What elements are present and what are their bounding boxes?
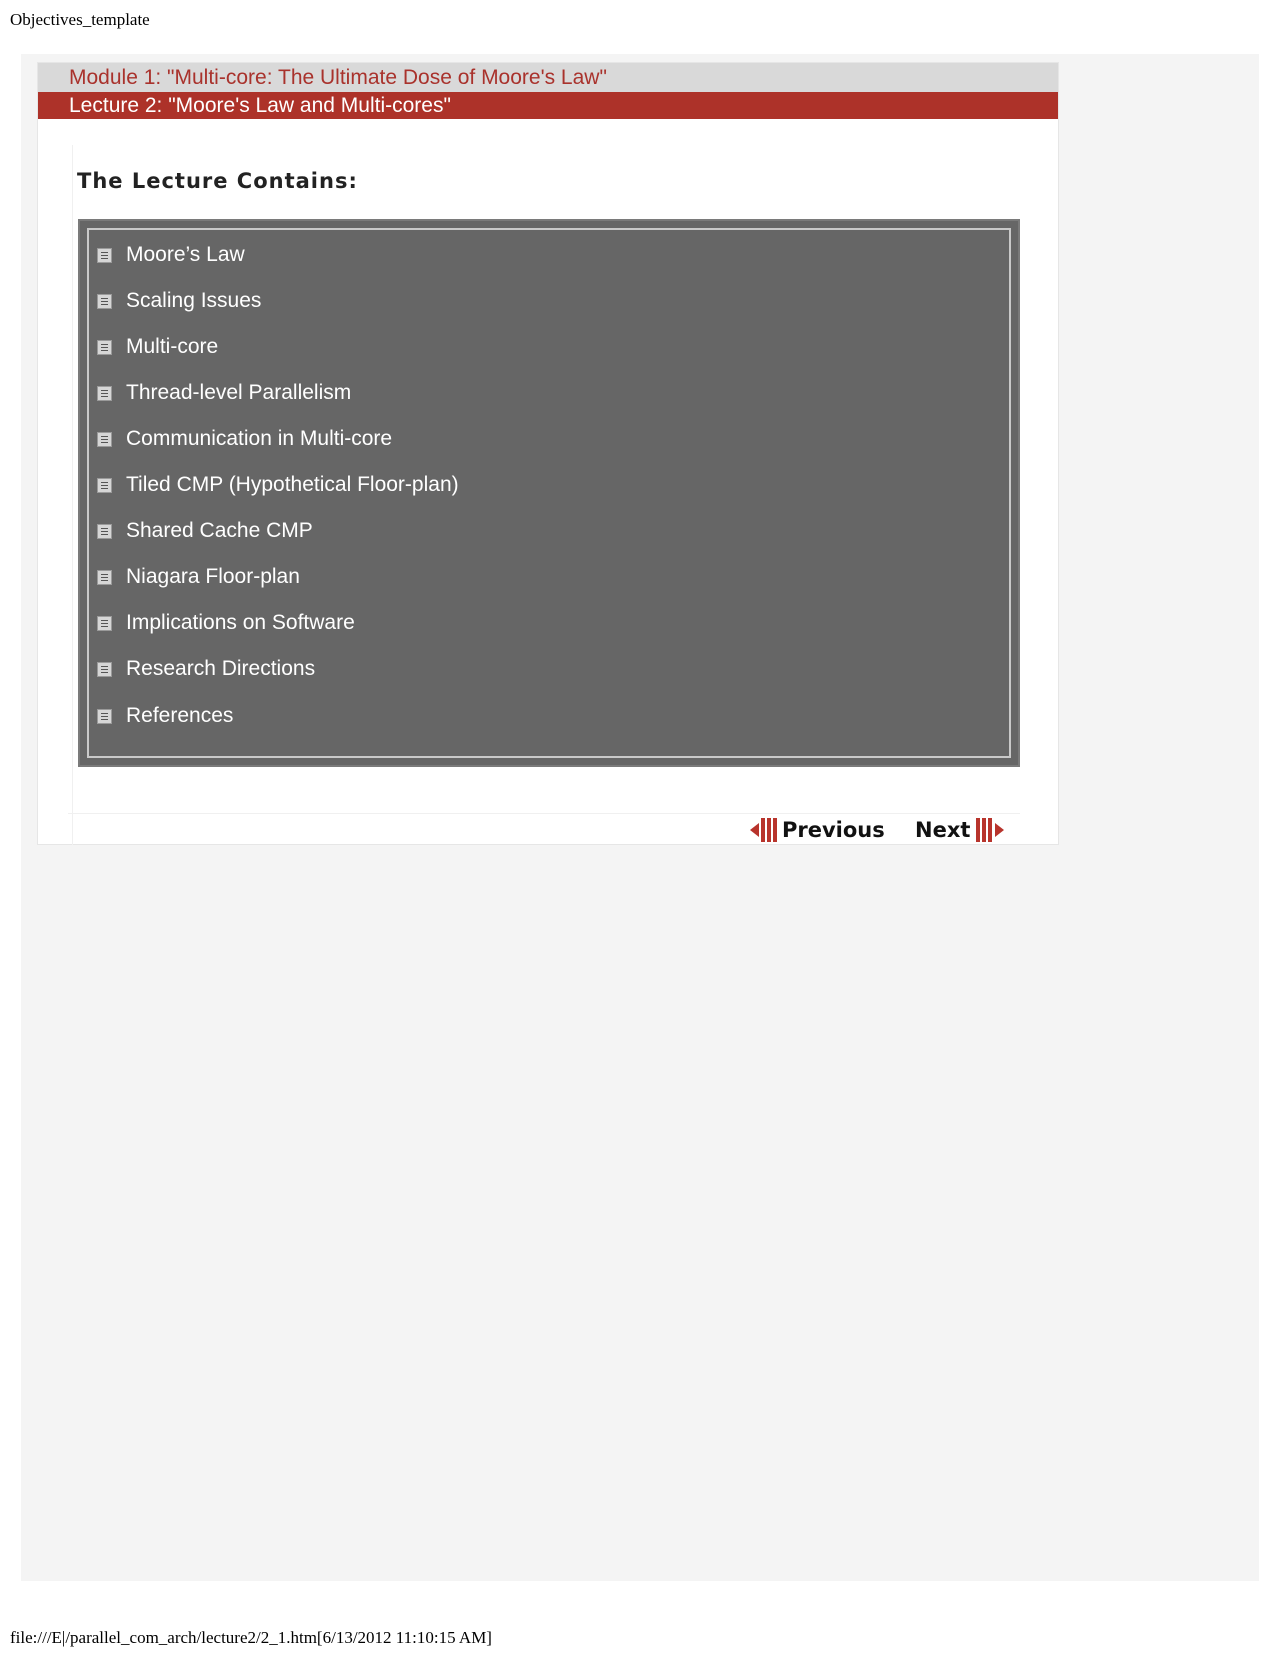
next-label: Next — [915, 818, 971, 842]
previous-button[interactable] — [750, 814, 885, 846]
topic-item-multi-core[interactable] — [97, 327, 218, 367]
print-header: Objectives_template — [10, 10, 150, 29]
document-icon — [97, 248, 112, 263]
topic-label: Thread-level Parallelism — [126, 381, 352, 404]
navigation-bar — [68, 813, 1020, 845]
document-icon — [97, 616, 112, 631]
topic-label: Multi-core — [126, 335, 219, 358]
document-icon — [97, 662, 112, 677]
previous-label: Previous — [782, 818, 885, 842]
document-icon — [97, 570, 112, 585]
topic-label: Shared Cache CMP — [126, 519, 313, 542]
topic-label: Niagara Floor-plan — [126, 565, 300, 588]
module-title: Module 1: "Multi-core: The Ultimate Dose of Moore's Law" — [38, 63, 1058, 92]
topic-label: Research Directions — [126, 657, 316, 680]
arrow-right-icon — [976, 818, 1004, 842]
topic-label: Tiled CMP (Hypothetical Floor-plan) — [126, 473, 459, 496]
content-panel — [37, 62, 1059, 845]
topic-item-communication[interactable] — [97, 419, 392, 459]
topic-item-scaling-issues[interactable] — [97, 281, 261, 321]
print-footer: file:///E|/parallel_com_arch/lecture2/2_1.htm[6/13/2012 11:10:15 AM] — [10, 1628, 492, 1647]
next-button[interactable] — [915, 814, 1004, 846]
topic-item-niagara-floor-plan[interactable] — [97, 557, 300, 597]
topics-box — [78, 219, 1020, 767]
topic-label: Communication in Multi-core — [126, 427, 393, 450]
document-icon — [97, 524, 112, 539]
topic-label: Scaling Issues — [126, 289, 262, 312]
document-icon — [97, 432, 112, 447]
topic-item-moores-law[interactable] — [97, 235, 245, 275]
section-heading: The Lecture Contains: — [77, 169, 358, 193]
document-icon — [97, 386, 112, 401]
topic-item-research-directions[interactable] — [97, 649, 315, 689]
topic-label: References — [126, 704, 234, 727]
topic-item-thread-level-parallelism[interactable] — [97, 373, 351, 413]
document-icon — [97, 340, 112, 355]
document-icon — [97, 709, 112, 724]
document-icon — [97, 478, 112, 493]
arrow-left-icon — [750, 818, 778, 842]
topic-item-shared-cache-cmp[interactable] — [97, 511, 313, 551]
document-icon — [97, 294, 112, 309]
topics-list — [87, 228, 1011, 758]
topic-item-references[interactable] — [97, 696, 233, 736]
topic-item-tiled-cmp[interactable] — [97, 465, 459, 505]
topic-label: Implications on Software — [126, 611, 355, 634]
lecture-title: Lecture 2: "Moore's Law and Multi-cores" — [38, 92, 1058, 119]
topic-item-implications-on-software[interactable] — [97, 603, 355, 643]
topic-label: Moore’s Law — [126, 243, 245, 266]
